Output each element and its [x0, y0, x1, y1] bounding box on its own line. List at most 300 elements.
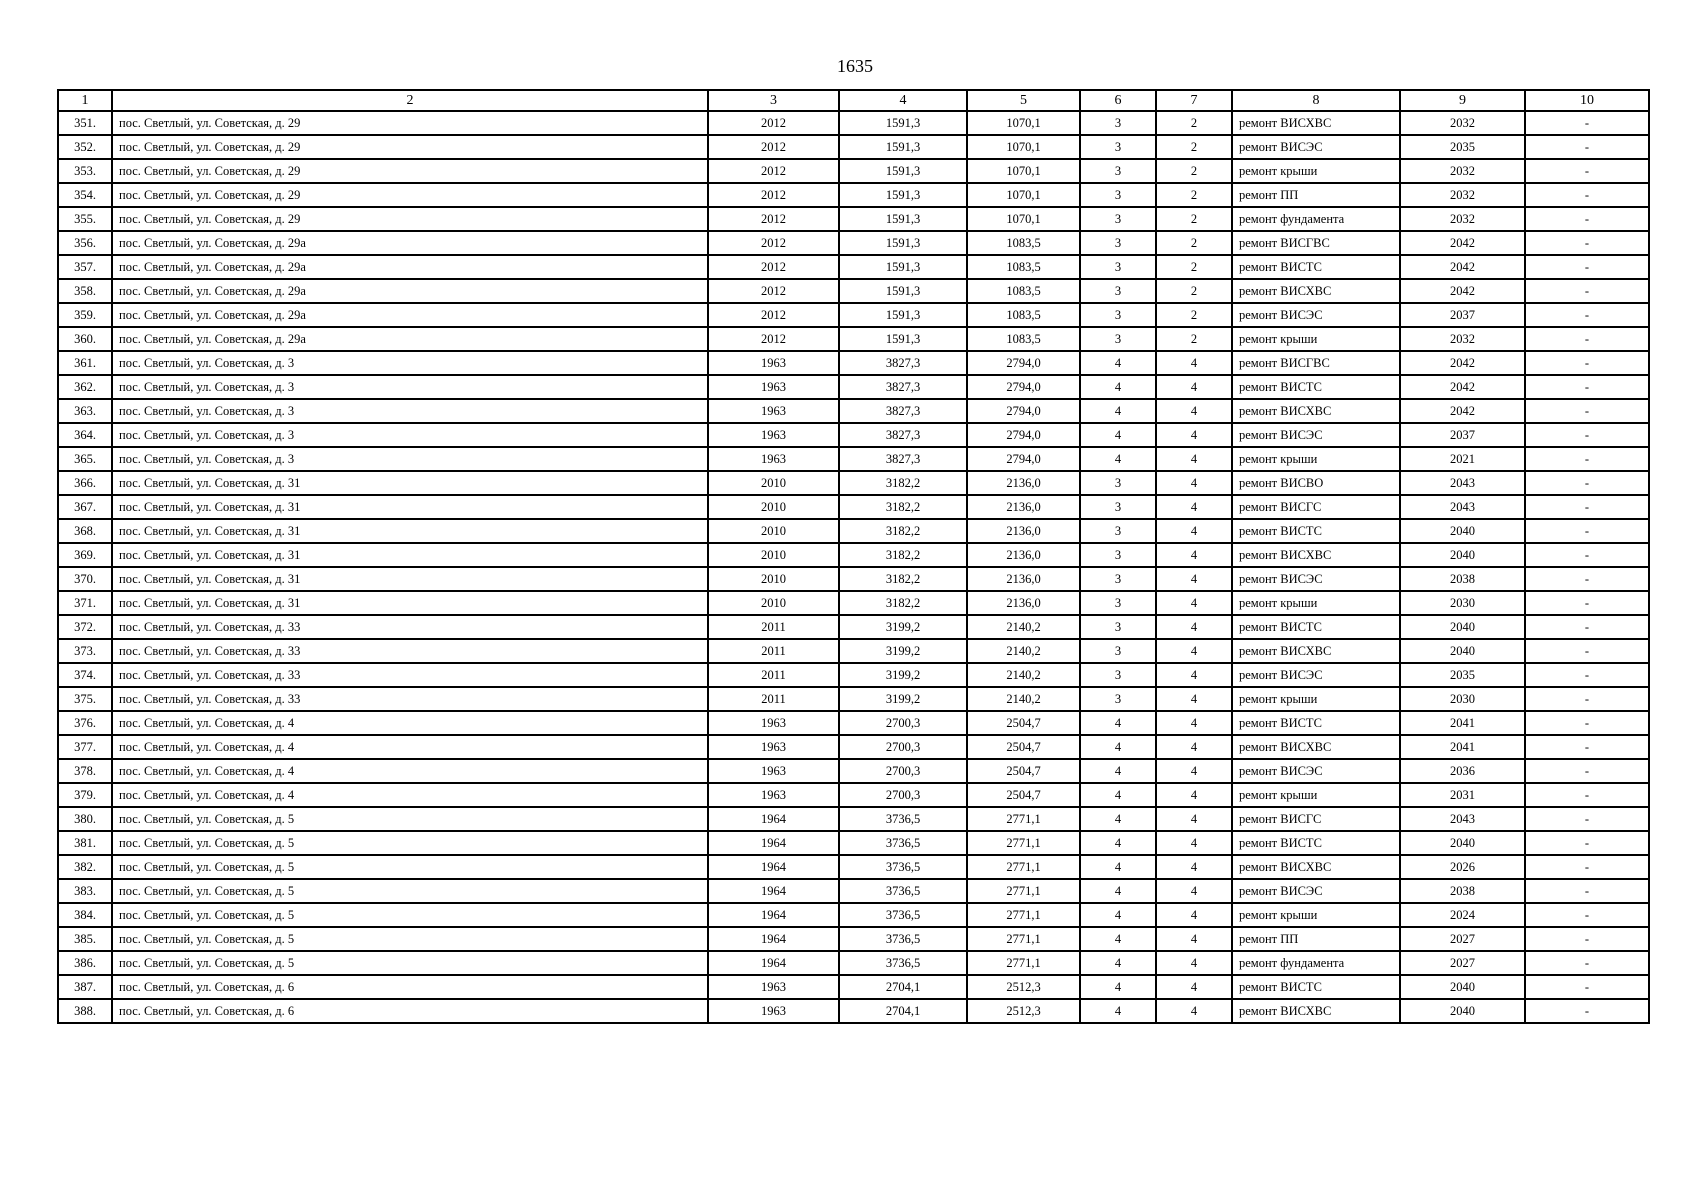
- cell-address: пос. Светлый, ул. Советская, д. 5: [112, 927, 708, 951]
- cell-row-number: 376.: [58, 711, 112, 735]
- cell-living-area: 2504,7: [967, 783, 1080, 807]
- cell-address: пос. Светлый, ул. Советская, д. 33: [112, 663, 708, 687]
- cell-planned-year: 2041: [1400, 735, 1525, 759]
- cell-total-area: 3182,2: [839, 591, 967, 615]
- cell-row-number: 353.: [58, 159, 112, 183]
- cell-living-area: 1083,5: [967, 279, 1080, 303]
- cell-row-number: 387.: [58, 975, 112, 999]
- cell-living-area: 1070,1: [967, 111, 1080, 135]
- cell-total-area: 1591,3: [839, 159, 967, 183]
- cell-address: пос. Светлый, ул. Советская, д. 5: [112, 879, 708, 903]
- cell-floors: 4: [1080, 735, 1156, 759]
- cell-note: -: [1525, 903, 1649, 927]
- cell-living-area: 2771,1: [967, 855, 1080, 879]
- table-row: [58, 111, 1649, 135]
- cell-living-area: 2771,1: [967, 831, 1080, 855]
- cell-planned-year: 2042: [1400, 351, 1525, 375]
- cell-row-number: 369.: [58, 543, 112, 567]
- page-number: 1635: [837, 56, 873, 76]
- cell-year-built: 2012: [708, 135, 839, 159]
- cell-year-built: 2012: [708, 327, 839, 351]
- table-row: [58, 471, 1649, 495]
- cell-address: пос. Светлый, ул. Советская, д. 31: [112, 495, 708, 519]
- cell-total-area: 3736,5: [839, 879, 967, 903]
- column-header-9: 9: [1400, 90, 1525, 111]
- cell-work-type: ремонт ПП: [1232, 183, 1400, 207]
- cell-living-area: 2136,0: [967, 543, 1080, 567]
- cell-year-built: 1963: [708, 351, 839, 375]
- cell-living-area: 2771,1: [967, 903, 1080, 927]
- cell-living-area: 2504,7: [967, 711, 1080, 735]
- table-row: [58, 543, 1649, 567]
- cell-planned-year: 2030: [1400, 687, 1525, 711]
- cell-floors: 4: [1080, 375, 1156, 399]
- cell-year-built: 1963: [708, 975, 839, 999]
- cell-floors: 3: [1080, 231, 1156, 255]
- table-row: [58, 927, 1649, 951]
- cell-note: -: [1525, 423, 1649, 447]
- table-row: [58, 783, 1649, 807]
- cell-total-area: 1591,3: [839, 303, 967, 327]
- cell-total-area: 3736,5: [839, 831, 967, 855]
- cell-entrances: 4: [1156, 927, 1232, 951]
- cell-floors: 3: [1080, 495, 1156, 519]
- column-header-3: 3: [708, 90, 839, 111]
- cell-entrances: 4: [1156, 735, 1232, 759]
- cell-work-type: ремонт ВИСЭС: [1232, 567, 1400, 591]
- table-row: [58, 591, 1649, 615]
- cell-note: -: [1525, 543, 1649, 567]
- cell-planned-year: 2031: [1400, 783, 1525, 807]
- cell-row-number: 382.: [58, 855, 112, 879]
- cell-floors: 3: [1080, 543, 1156, 567]
- cell-year-built: 1963: [708, 783, 839, 807]
- cell-address: пос. Светлый, ул. Советская, д. 31: [112, 519, 708, 543]
- cell-floors: 4: [1080, 711, 1156, 735]
- cell-work-type: ремонт ВИСЭС: [1232, 879, 1400, 903]
- cell-total-area: 2700,3: [839, 783, 967, 807]
- table-row: [58, 879, 1649, 903]
- cell-note: -: [1525, 471, 1649, 495]
- cell-work-type: ремонт ВИСХВС: [1232, 639, 1400, 663]
- cell-work-type: ремонт крыши: [1232, 783, 1400, 807]
- table-row: [58, 351, 1649, 375]
- cell-year-built: 1963: [708, 399, 839, 423]
- cell-planned-year: 2043: [1400, 807, 1525, 831]
- cell-note: -: [1525, 711, 1649, 735]
- cell-note: -: [1525, 951, 1649, 975]
- cell-note: -: [1525, 855, 1649, 879]
- cell-planned-year: 2040: [1400, 999, 1525, 1023]
- cell-year-built: 2011: [708, 687, 839, 711]
- cell-year-built: 2010: [708, 567, 839, 591]
- cell-floors: 3: [1080, 327, 1156, 351]
- cell-entrances: 4: [1156, 807, 1232, 831]
- cell-entrances: 4: [1156, 447, 1232, 471]
- cell-planned-year: 2032: [1400, 207, 1525, 231]
- cell-entrances: 4: [1156, 471, 1232, 495]
- cell-work-type: ремонт крыши: [1232, 327, 1400, 351]
- cell-row-number: 371.: [58, 591, 112, 615]
- cell-row-number: 378.: [58, 759, 112, 783]
- cell-entrances: 4: [1156, 999, 1232, 1023]
- cell-note: -: [1525, 135, 1649, 159]
- cell-note: -: [1525, 303, 1649, 327]
- cell-year-built: 1963: [708, 447, 839, 471]
- cell-address: пос. Светлый, ул. Советская, д. 3: [112, 399, 708, 423]
- cell-planned-year: 2040: [1400, 975, 1525, 999]
- table-row: [58, 327, 1649, 351]
- cell-entrances: 4: [1156, 615, 1232, 639]
- cell-note: -: [1525, 615, 1649, 639]
- cell-total-area: 3182,2: [839, 471, 967, 495]
- cell-planned-year: 2035: [1400, 663, 1525, 687]
- cell-total-area: 3827,3: [839, 375, 967, 399]
- cell-floors: 3: [1080, 663, 1156, 687]
- cell-work-type: ремонт ВИСХВС: [1232, 855, 1400, 879]
- cell-work-type: ремонт ВИСЭС: [1232, 135, 1400, 159]
- cell-floors: 4: [1080, 447, 1156, 471]
- cell-planned-year: 2040: [1400, 543, 1525, 567]
- cell-floors: 4: [1080, 927, 1156, 951]
- cell-work-type: ремонт ВИСТС: [1232, 831, 1400, 855]
- cell-living-area: 2136,0: [967, 519, 1080, 543]
- cell-total-area: 1591,3: [839, 183, 967, 207]
- cell-work-type: ремонт крыши: [1232, 447, 1400, 471]
- cell-address: пос. Светлый, ул. Советская, д. 4: [112, 759, 708, 783]
- cell-living-area: 1070,1: [967, 135, 1080, 159]
- cell-total-area: 3182,2: [839, 543, 967, 567]
- cell-note: -: [1525, 735, 1649, 759]
- cell-floors: 3: [1080, 159, 1156, 183]
- cell-row-number: 362.: [58, 375, 112, 399]
- table-row: [58, 231, 1649, 255]
- cell-row-number: 357.: [58, 255, 112, 279]
- cell-row-number: 383.: [58, 879, 112, 903]
- cell-planned-year: 2027: [1400, 951, 1525, 975]
- cell-address: пос. Светлый, ул. Советская, д. 3: [112, 423, 708, 447]
- cell-year-built: 2011: [708, 615, 839, 639]
- cell-address: пос. Светлый, ул. Советская, д. 5: [112, 903, 708, 927]
- cell-floors: 3: [1080, 615, 1156, 639]
- table-row: [58, 303, 1649, 327]
- cell-year-built: 2010: [708, 519, 839, 543]
- cell-planned-year: 2042: [1400, 231, 1525, 255]
- cell-living-area: 1083,5: [967, 255, 1080, 279]
- cell-address: пос. Светлый, ул. Советская, д. 31: [112, 591, 708, 615]
- cell-floors: 3: [1080, 111, 1156, 135]
- cell-year-built: 2010: [708, 495, 839, 519]
- cell-planned-year: 2040: [1400, 519, 1525, 543]
- cell-work-type: ремонт ВИСЭС: [1232, 423, 1400, 447]
- cell-planned-year: 2027: [1400, 927, 1525, 951]
- cell-row-number: 356.: [58, 231, 112, 255]
- cell-address: пос. Светлый, ул. Советская, д. 33: [112, 639, 708, 663]
- cell-year-built: 1964: [708, 927, 839, 951]
- cell-address: пос. Светлый, ул. Советская, д. 3: [112, 375, 708, 399]
- cell-entrances: 2: [1156, 279, 1232, 303]
- cell-living-area: 2794,0: [967, 399, 1080, 423]
- table-row: [58, 375, 1649, 399]
- cell-entrances: 4: [1156, 663, 1232, 687]
- cell-work-type: ремонт ВИСТС: [1232, 375, 1400, 399]
- cell-living-area: 2136,0: [967, 591, 1080, 615]
- cell-note: -: [1525, 663, 1649, 687]
- cell-note: -: [1525, 927, 1649, 951]
- cell-planned-year: 2030: [1400, 591, 1525, 615]
- cell-living-area: 2140,2: [967, 687, 1080, 711]
- cell-total-area: 1591,3: [839, 111, 967, 135]
- cell-year-built: 2012: [708, 231, 839, 255]
- cell-row-number: 364.: [58, 423, 112, 447]
- cell-floors: 4: [1080, 423, 1156, 447]
- table-row: [58, 735, 1649, 759]
- cell-total-area: 3199,2: [839, 639, 967, 663]
- table-row: [58, 159, 1649, 183]
- cell-entrances: 4: [1156, 543, 1232, 567]
- cell-note: -: [1525, 591, 1649, 615]
- cell-planned-year: 2032: [1400, 183, 1525, 207]
- cell-total-area: 3182,2: [839, 495, 967, 519]
- cell-living-area: 2140,2: [967, 663, 1080, 687]
- cell-total-area: 3827,3: [839, 399, 967, 423]
- cell-floors: 4: [1080, 855, 1156, 879]
- cell-note: -: [1525, 447, 1649, 471]
- table-row: [58, 207, 1649, 231]
- cell-year-built: 2012: [708, 111, 839, 135]
- cell-row-number: 374.: [58, 663, 112, 687]
- cell-total-area: 3827,3: [839, 351, 967, 375]
- cell-living-area: 2794,0: [967, 351, 1080, 375]
- cell-year-built: 1964: [708, 951, 839, 975]
- table-row: [58, 423, 1649, 447]
- cell-row-number: 361.: [58, 351, 112, 375]
- cell-note: -: [1525, 831, 1649, 855]
- cell-entrances: 4: [1156, 591, 1232, 615]
- table-row: [58, 975, 1649, 999]
- table-row: [58, 663, 1649, 687]
- cell-total-area: 3736,5: [839, 903, 967, 927]
- cell-work-type: ремонт ВИСТС: [1232, 711, 1400, 735]
- cell-note: -: [1525, 111, 1649, 135]
- cell-note: -: [1525, 975, 1649, 999]
- cell-floors: 3: [1080, 183, 1156, 207]
- cell-year-built: 1964: [708, 879, 839, 903]
- cell-address: пос. Светлый, ул. Советская, д. 5: [112, 951, 708, 975]
- cell-note: -: [1525, 519, 1649, 543]
- cell-planned-year: 2037: [1400, 423, 1525, 447]
- cell-row-number: 352.: [58, 135, 112, 159]
- cell-year-built: 2010: [708, 471, 839, 495]
- table-row: [58, 279, 1649, 303]
- cell-entrances: 4: [1156, 831, 1232, 855]
- cell-address: пос. Светлый, ул. Советская, д. 29а: [112, 231, 708, 255]
- cell-planned-year: 2040: [1400, 639, 1525, 663]
- cell-total-area: 3736,5: [839, 927, 967, 951]
- cell-year-built: 1964: [708, 903, 839, 927]
- cell-note: -: [1525, 399, 1649, 423]
- cell-address: пос. Светлый, ул. Советская, д. 6: [112, 975, 708, 999]
- cell-row-number: 373.: [58, 639, 112, 663]
- cell-work-type: ремонт ВИСТС: [1232, 615, 1400, 639]
- cell-work-type: ремонт ПП: [1232, 927, 1400, 951]
- cell-entrances: 4: [1156, 951, 1232, 975]
- cell-address: пос. Светлый, ул. Советская, д. 31: [112, 567, 708, 591]
- cell-note: -: [1525, 999, 1649, 1023]
- cell-row-number: 380.: [58, 807, 112, 831]
- cell-note: -: [1525, 495, 1649, 519]
- cell-row-number: 381.: [58, 831, 112, 855]
- cell-planned-year: 2036: [1400, 759, 1525, 783]
- cell-total-area: 3199,2: [839, 615, 967, 639]
- cell-work-type: ремонт ВИСХВС: [1232, 279, 1400, 303]
- table-row: [58, 615, 1649, 639]
- table-row: [58, 951, 1649, 975]
- cell-row-number: 377.: [58, 735, 112, 759]
- cell-total-area: 2700,3: [839, 735, 967, 759]
- cell-total-area: 3736,5: [839, 855, 967, 879]
- cell-planned-year: 2041: [1400, 711, 1525, 735]
- table-row: [58, 639, 1649, 663]
- column-header-10: 10: [1525, 90, 1649, 111]
- cell-work-type: ремонт ВИСТС: [1232, 255, 1400, 279]
- cell-work-type: ремонт ВИСХВС: [1232, 399, 1400, 423]
- cell-note: -: [1525, 279, 1649, 303]
- cell-year-built: 2012: [708, 255, 839, 279]
- cell-floors: 4: [1080, 351, 1156, 375]
- column-header-4: 4: [839, 90, 967, 111]
- cell-work-type: ремонт ВИСХВС: [1232, 111, 1400, 135]
- cell-address: пос. Светлый, ул. Советская, д. 5: [112, 807, 708, 831]
- header-row: [58, 90, 1649, 111]
- cell-year-built: 2011: [708, 663, 839, 687]
- cell-entrances: 4: [1156, 399, 1232, 423]
- cell-address: пос. Светлый, ул. Советская, д. 5: [112, 855, 708, 879]
- cell-planned-year: 2042: [1400, 279, 1525, 303]
- table-body: [58, 111, 1649, 1023]
- cell-living-area: 1070,1: [967, 159, 1080, 183]
- cell-year-built: 2010: [708, 591, 839, 615]
- cell-total-area: 3182,2: [839, 519, 967, 543]
- cell-entrances: 4: [1156, 879, 1232, 903]
- table-row: [58, 999, 1649, 1023]
- cell-entrances: 4: [1156, 759, 1232, 783]
- table-row: [58, 855, 1649, 879]
- cell-work-type: ремонт ВИСХВС: [1232, 999, 1400, 1023]
- cell-planned-year: 2021: [1400, 447, 1525, 471]
- cell-row-number: 360.: [58, 327, 112, 351]
- cell-note: -: [1525, 231, 1649, 255]
- cell-address: пос. Светлый, ул. Советская, д. 4: [112, 735, 708, 759]
- cell-work-type: ремонт ВИСХВС: [1232, 735, 1400, 759]
- cell-year-built: 1963: [708, 375, 839, 399]
- cell-floors: 4: [1080, 951, 1156, 975]
- cell-entrances: 4: [1156, 903, 1232, 927]
- cell-work-type: ремонт крыши: [1232, 159, 1400, 183]
- cell-work-type: ремонт фундамента: [1232, 207, 1400, 231]
- cell-year-built: 2012: [708, 279, 839, 303]
- cell-living-area: 2771,1: [967, 879, 1080, 903]
- cell-year-built: 1964: [708, 831, 839, 855]
- cell-row-number: 363.: [58, 399, 112, 423]
- cell-address: пос. Светлый, ул. Советская, д. 29: [112, 135, 708, 159]
- cell-floors: 4: [1080, 807, 1156, 831]
- cell-entrances: 4: [1156, 975, 1232, 999]
- cell-living-area: 2794,0: [967, 423, 1080, 447]
- cell-entrances: 2: [1156, 255, 1232, 279]
- cell-note: -: [1525, 255, 1649, 279]
- cell-work-type: ремонт ВИСГВС: [1232, 351, 1400, 375]
- cell-entrances: 2: [1156, 111, 1232, 135]
- cell-entrances: 2: [1156, 207, 1232, 231]
- cell-entrances: 2: [1156, 327, 1232, 351]
- cell-entrances: 4: [1156, 423, 1232, 447]
- cell-floors: 4: [1080, 759, 1156, 783]
- cell-total-area: 1591,3: [839, 255, 967, 279]
- cell-entrances: 2: [1156, 183, 1232, 207]
- column-header-2: 2: [112, 90, 708, 111]
- cell-entrances: 4: [1156, 495, 1232, 519]
- cell-planned-year: 2037: [1400, 303, 1525, 327]
- column-header-8: 8: [1232, 90, 1400, 111]
- cell-year-built: 2012: [708, 159, 839, 183]
- cell-total-area: 1591,3: [839, 135, 967, 159]
- cell-planned-year: 2040: [1400, 615, 1525, 639]
- cell-entrances: 4: [1156, 567, 1232, 591]
- cell-row-number: 379.: [58, 783, 112, 807]
- cell-address: пос. Светлый, ул. Советская, д. 33: [112, 615, 708, 639]
- cell-note: -: [1525, 351, 1649, 375]
- cell-living-area: 2794,0: [967, 447, 1080, 471]
- cell-planned-year: 2042: [1400, 375, 1525, 399]
- cell-floors: 3: [1080, 591, 1156, 615]
- cell-year-built: 1963: [708, 423, 839, 447]
- cell-living-area: 1070,1: [967, 207, 1080, 231]
- cell-planned-year: 2032: [1400, 327, 1525, 351]
- cell-note: -: [1525, 687, 1649, 711]
- cell-living-area: 2136,0: [967, 567, 1080, 591]
- cell-floors: 3: [1080, 255, 1156, 279]
- cell-address: пос. Светлый, ул. Советская, д. 29: [112, 159, 708, 183]
- cell-planned-year: 2032: [1400, 111, 1525, 135]
- cell-planned-year: 2042: [1400, 399, 1525, 423]
- cell-address: пос. Светлый, ул. Советская, д. 3: [112, 351, 708, 375]
- cell-year-built: 2012: [708, 303, 839, 327]
- column-header-7: 7: [1156, 90, 1232, 111]
- cell-year-built: 1963: [708, 735, 839, 759]
- column-header-1: 1: [58, 90, 112, 111]
- cell-living-area: 1083,5: [967, 327, 1080, 351]
- cell-planned-year: 2035: [1400, 135, 1525, 159]
- table-row: [58, 807, 1649, 831]
- cell-planned-year: 2042: [1400, 255, 1525, 279]
- cell-work-type: ремонт ВИСЭС: [1232, 663, 1400, 687]
- cell-planned-year: 2026: [1400, 855, 1525, 879]
- table-row: [58, 567, 1649, 591]
- cell-note: -: [1525, 639, 1649, 663]
- cell-total-area: 2700,3: [839, 759, 967, 783]
- cell-total-area: 2704,1: [839, 999, 967, 1023]
- cell-address: пос. Светлый, ул. Советская, д. 31: [112, 543, 708, 567]
- cell-planned-year: 2038: [1400, 879, 1525, 903]
- cell-living-area: 2504,7: [967, 735, 1080, 759]
- cell-living-area: 2512,3: [967, 975, 1080, 999]
- cell-planned-year: 2043: [1400, 471, 1525, 495]
- column-header-5: 5: [967, 90, 1080, 111]
- cell-year-built: 1963: [708, 759, 839, 783]
- table-row: [58, 135, 1649, 159]
- cell-note: -: [1525, 375, 1649, 399]
